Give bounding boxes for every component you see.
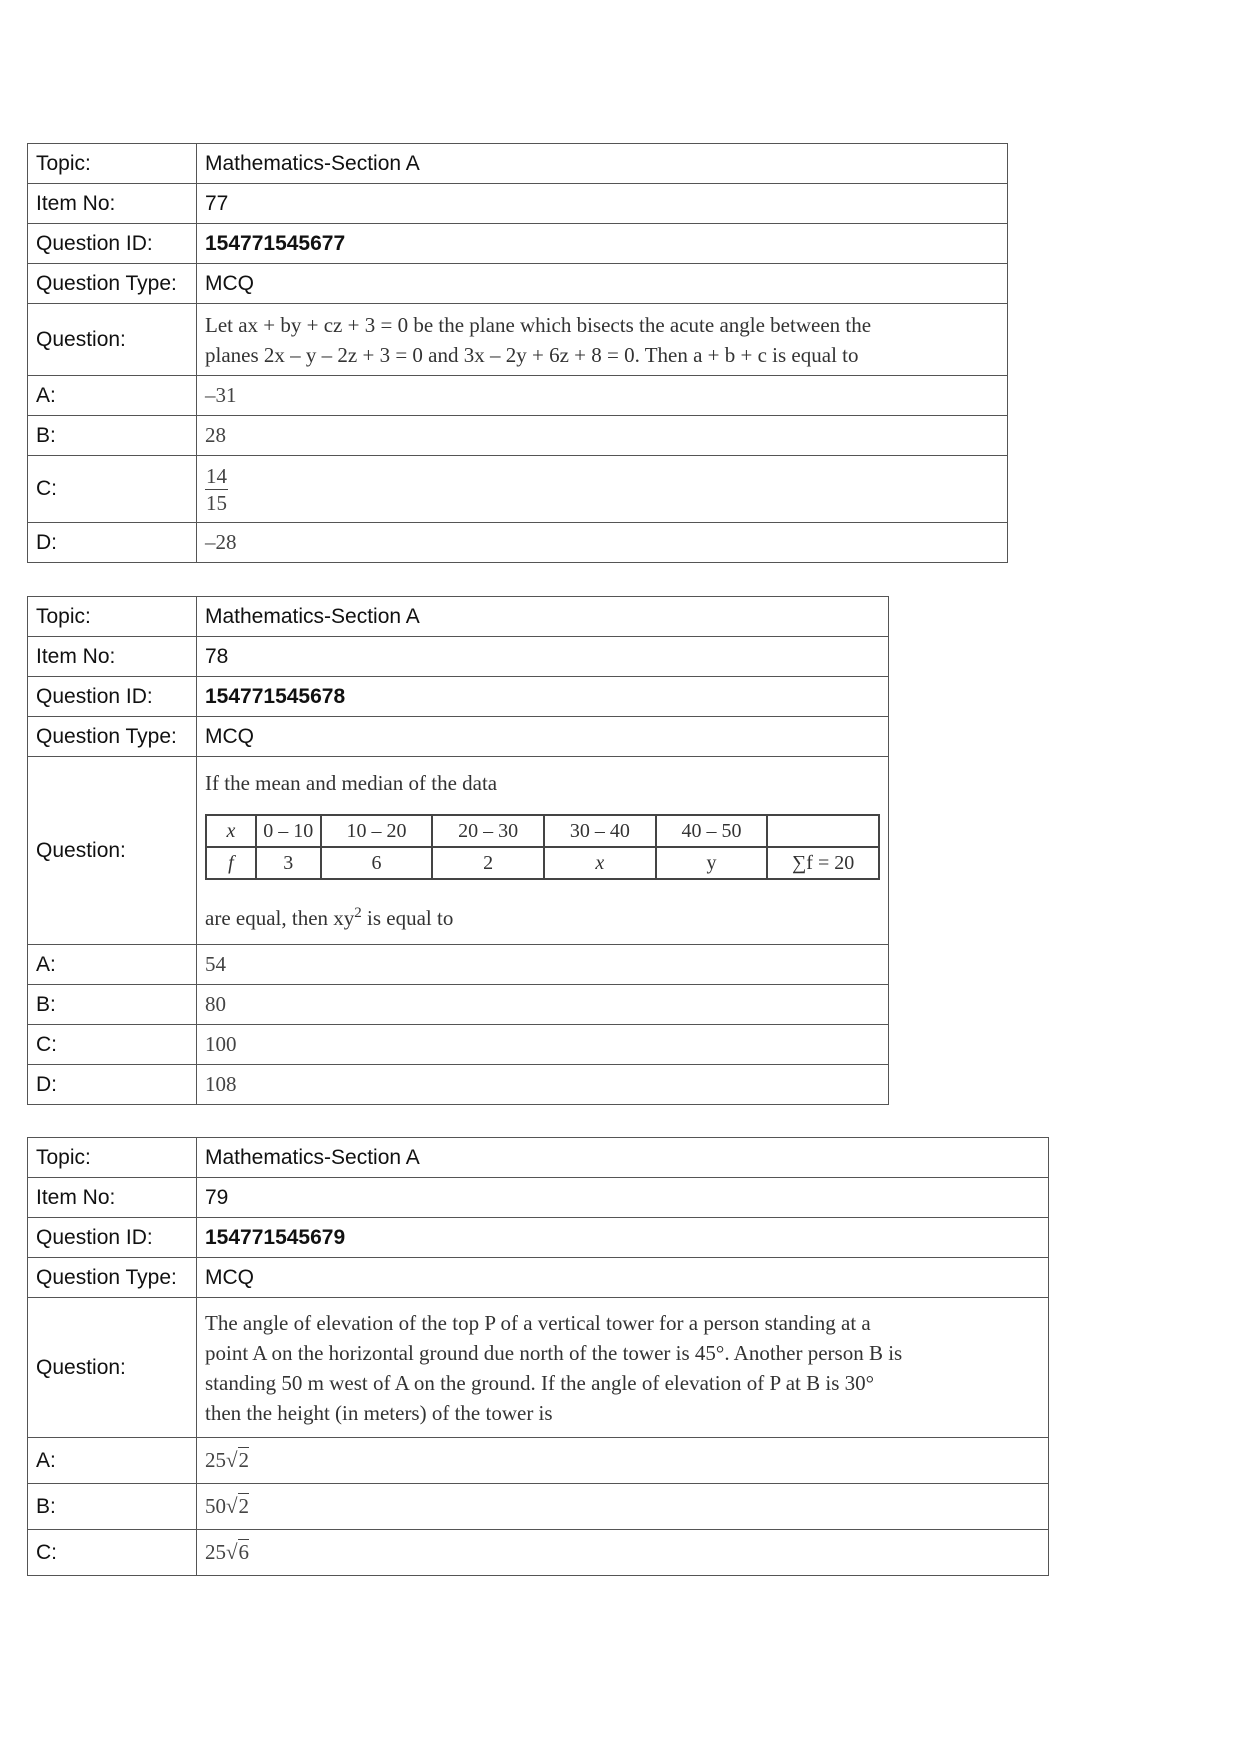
table-cell: 20 – 30 <box>432 815 544 847</box>
question-line: planes 2x – y – 2z + 3 = 0 and 3x – 2y + 6z + 8 = 0. Then a + b + c is equal to <box>205 342 859 367</box>
question-type-label: Question Type: <box>28 264 197 304</box>
question-text <box>197 304 1008 376</box>
option-c-value: 100 <box>197 1025 889 1065</box>
table-cell: x <box>544 847 656 879</box>
question-text <box>197 757 889 945</box>
option-a-value: 54 <box>197 945 889 985</box>
table-cell: 40 – 50 <box>656 815 768 847</box>
option-b-value: 80 <box>197 985 889 1025</box>
item-no-value: 78 <box>197 637 889 677</box>
question-outro <box>205 898 880 933</box>
option-a-value <box>197 1438 1049 1484</box>
topic-value: Mathematics-Section A <box>197 597 889 637</box>
sqrt-icon: √ <box>226 1494 238 1518</box>
question-text <box>197 1298 1049 1438</box>
table-cell: 10 – 20 <box>321 815 433 847</box>
item-no-label: Item No: <box>28 1178 197 1218</box>
topic-label: Topic: <box>28 1138 197 1178</box>
question-label: Question: <box>28 1298 197 1438</box>
question-type-value: MCQ <box>197 717 889 757</box>
table-row <box>206 847 879 879</box>
question-label: Question: <box>28 304 197 376</box>
option-b-label: B: <box>28 416 197 456</box>
question-card-78 <box>27 596 889 1105</box>
topic-label: Topic: <box>28 597 197 637</box>
question-card-79 <box>27 1137 1049 1576</box>
question-id-value: 154771545678 <box>197 677 889 717</box>
question-line: The angle of elevation of the top P of a vertical tower for a person standing at a <box>205 1310 871 1335</box>
question-line: standing 50 m west of A on the ground. If the angle of elevation of P at B is 30° <box>205 1370 875 1395</box>
option-c-value <box>197 1530 1049 1576</box>
option-d-label: D: <box>28 523 197 563</box>
table-cell: f <box>206 847 256 879</box>
question-outro-text: is equal to <box>361 906 454 930</box>
option-b-label: B: <box>28 985 197 1025</box>
question-line: point A on the horizontal ground due north of the tower is 45°. Another person B is <box>205 1340 903 1365</box>
question-type-value: MCQ <box>197 1258 1049 1298</box>
coefficient: 50 <box>205 1494 226 1518</box>
superscript: 2 <box>354 905 362 921</box>
question-card-77 <box>27 143 1008 563</box>
fraction <box>205 463 228 516</box>
coefficient: 25 <box>205 1448 226 1472</box>
option-c-label: C: <box>28 1025 197 1065</box>
fraction-numerator: 14 <box>206 463 227 488</box>
option-b-label: B: <box>28 1484 197 1530</box>
table-cell: x <box>206 815 256 847</box>
sqrt-icon: √ <box>226 1448 238 1472</box>
option-c-label: C: <box>28 1530 197 1576</box>
coefficient: 25 <box>205 1540 226 1564</box>
option-d-value: –28 <box>197 523 1008 563</box>
topic-label: Topic: <box>28 144 197 184</box>
radicand: 2 <box>238 1448 250 1472</box>
question-id-value: 154771545679 <box>197 1218 1049 1258</box>
table-cell: 0 – 10 <box>256 815 321 847</box>
table-cell: y <box>656 847 768 879</box>
radicand: 6 <box>238 1540 250 1564</box>
item-no-value: 77 <box>197 184 1008 224</box>
option-a-label: A: <box>28 1438 197 1484</box>
question-type-value: MCQ <box>197 264 1008 304</box>
option-a-label: A: <box>28 945 197 985</box>
question-intro: If the mean and median of the data <box>205 771 498 795</box>
table-cell: ∑f = 20 <box>767 847 879 879</box>
question-id-value: 154771545677 <box>197 224 1008 264</box>
table-row <box>206 815 879 847</box>
option-c-value <box>197 456 1008 523</box>
option-d-label: D: <box>28 1065 197 1105</box>
question-outro-text: are equal, then xy <box>205 906 355 930</box>
question-line: Let ax + by + cz + 3 = 0 be the plane which bisects the acute angle between the <box>205 312 872 337</box>
item-no-label: Item No: <box>28 637 197 677</box>
radicand: 2 <box>238 1494 250 1518</box>
topic-value: Mathematics-Section A <box>197 144 1008 184</box>
item-no-value: 79 <box>197 1178 1049 1218</box>
frequency-table <box>205 814 880 880</box>
question-id-label: Question ID: <box>28 1218 197 1258</box>
option-b-value <box>197 1484 1049 1530</box>
question-type-label: Question Type: <box>28 1258 197 1298</box>
fraction-denominator: 15 <box>206 490 227 515</box>
question-id-label: Question ID: <box>28 224 197 264</box>
table-cell <box>767 815 879 847</box>
topic-value: Mathematics-Section A <box>197 1138 1049 1178</box>
option-d-value: 108 <box>197 1065 889 1105</box>
table-cell: 6 <box>321 847 433 879</box>
question-label: Question: <box>28 757 197 945</box>
question-id-label: Question ID: <box>28 677 197 717</box>
sqrt-icon: √ <box>226 1540 238 1564</box>
option-a-label: A: <box>28 376 197 416</box>
question-type-label: Question Type: <box>28 717 197 757</box>
question-line: then the height (in meters) of the tower is <box>205 1400 553 1425</box>
table-cell: 2 <box>432 847 544 879</box>
option-a-value: –31 <box>197 376 1008 416</box>
option-b-value: 28 <box>197 416 1008 456</box>
table-cell: 30 – 40 <box>544 815 656 847</box>
table-cell: 3 <box>256 847 321 879</box>
option-c-label: C: <box>28 456 197 523</box>
item-no-label: Item No: <box>28 184 197 224</box>
